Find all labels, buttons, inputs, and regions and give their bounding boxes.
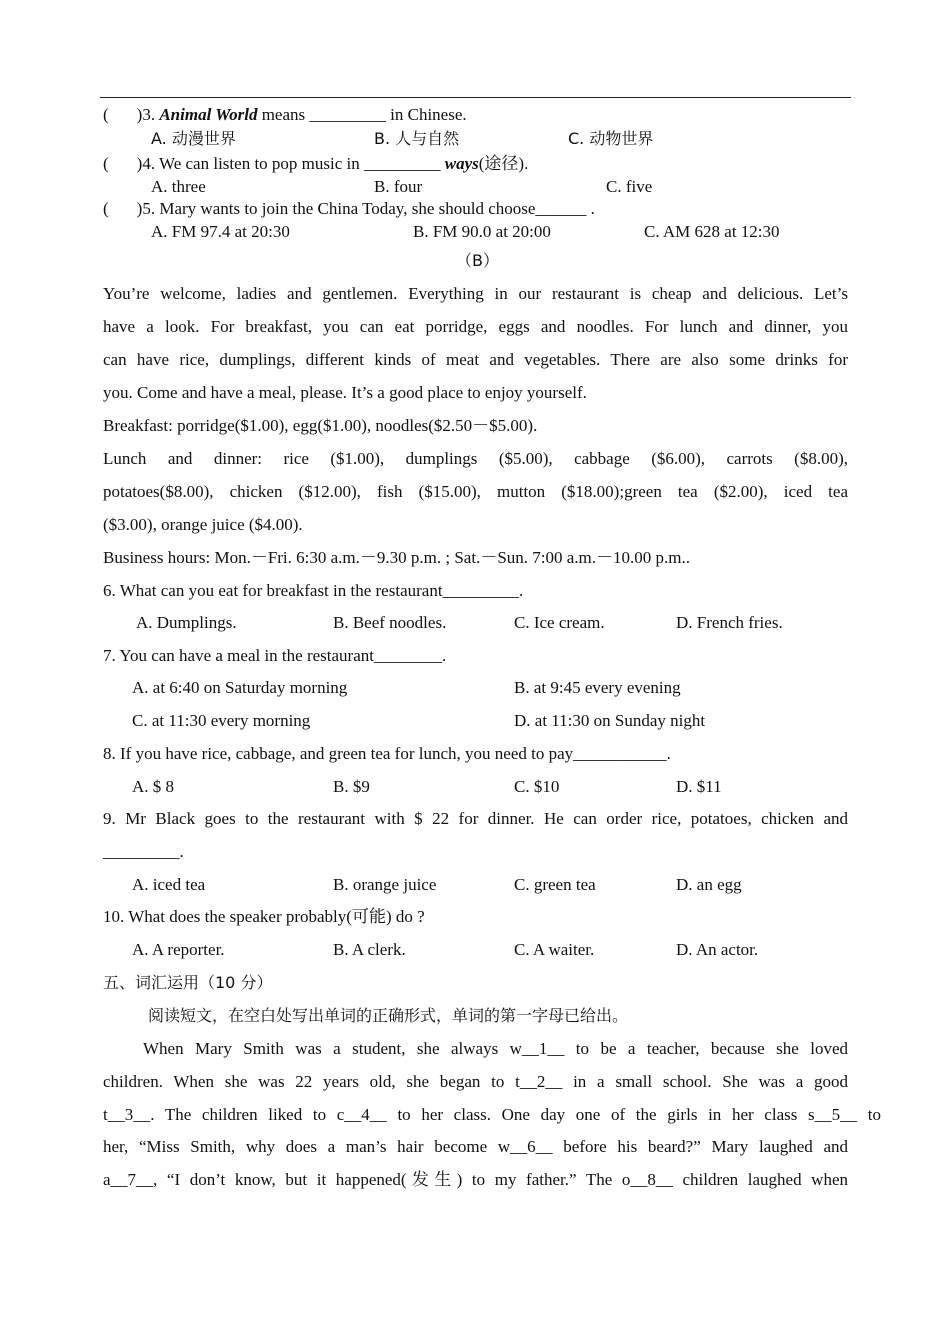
q3-rest: means _________ in Chinese. bbox=[257, 105, 467, 124]
q5-text: Mary wants to join the China Today, she should choose______ . bbox=[155, 199, 595, 218]
q5-bracket: ( bbox=[103, 199, 109, 218]
question-3 bbox=[103, 104, 467, 126]
question-4 bbox=[103, 153, 528, 175]
question-9-blank: _________. bbox=[103, 842, 184, 861]
breakfast-menu: Breakfast: porridge($1.00), egg($1.00), noodles($2.50－$5.00). bbox=[103, 416, 538, 435]
q4-italic: ways bbox=[444, 154, 479, 173]
cloze-line-2: children. When she was 22 years old, she began to t__2__ in a small school. She was a good bbox=[103, 1072, 848, 1091]
q9-option-d: D. an egg bbox=[676, 875, 742, 894]
q8-option-c: C. $10 bbox=[514, 777, 560, 796]
q8-option-d: D. $11 bbox=[676, 777, 722, 796]
q8-option-a: A. $ 8 bbox=[132, 777, 175, 796]
question-6-stem: 6. What can you eat for breakfast in the restaurant_________. bbox=[103, 581, 524, 600]
q6-option-d: D. French fries. bbox=[676, 613, 783, 632]
q4-option-b: B. four bbox=[374, 177, 423, 196]
cloze-line-5: a__7__, “I don’t know, but it happened(发生) to my father.” The o__8__ children laughed when bbox=[103, 1170, 848, 1189]
q10-option-a: A. A reporter. bbox=[132, 940, 225, 959]
q4-text2: (途径). bbox=[478, 154, 529, 173]
business-hours: Business hours: Mon.－Fri. 6:30 a.m.－9.30 p.m. ; Sat.－Sun. 7:00 a.m.－10.00 p.m.. bbox=[103, 548, 690, 567]
q8-option-b: B. $9 bbox=[333, 777, 370, 796]
passage-line-4: you. Come and have a meal, please. It’s a good place to enjoy yourself. bbox=[103, 383, 587, 402]
q10-option-b: B. A clerk. bbox=[333, 940, 406, 959]
q6-option-c: C. Ice cream. bbox=[514, 613, 605, 632]
q10-option-c: C. A waiter. bbox=[514, 940, 595, 959]
q3-option-a: A. 动漫世界 bbox=[151, 129, 236, 148]
q5-number: )5. bbox=[136, 199, 156, 218]
q4-bracket: ( bbox=[103, 154, 109, 173]
passage-line-1: You’re welcome, ladies and gentlemen. Everything in our restaurant is cheap and delicious. Let’s bbox=[103, 284, 848, 303]
question-9-stem: 9. Mr Black goes to the restaurant with $ 22 for dinner. He can order rice, potatoes, chicken and bbox=[103, 809, 848, 828]
cloze-line-4: her, “Miss Smith, why does a man’s hair become w__6__ before his beard?” Mary laughed and bbox=[103, 1137, 848, 1156]
q6-option-b: B. Beef noodles. bbox=[333, 613, 447, 632]
section-5-instruction: 阅读短文，在空白处写出单词的正确形式，单词的第一字母已给出。 bbox=[148, 1006, 629, 1025]
section-b-heading: （B） bbox=[456, 251, 499, 270]
q9-option-b: B. orange juice bbox=[333, 875, 437, 894]
section-5-title: 五、词汇运用（10 分） bbox=[103, 973, 273, 992]
q5-option-a: A. FM 97.4 at 20:30 bbox=[151, 222, 290, 241]
q7-option-c: C. at 11:30 every morning bbox=[132, 711, 311, 730]
q3-option-b: B. 人与自然 bbox=[374, 129, 460, 148]
q3-bracket: ( bbox=[103, 105, 109, 124]
q4-option-c: C. five bbox=[606, 177, 653, 196]
question-7-stem: 7. You can have a meal in the restaurant________. bbox=[103, 646, 447, 665]
lunch-menu-line-2: potatoes($8.00), chicken ($12.00), fish ($15.00), mutton ($18.00);green tea ($2.00), iced tea bbox=[103, 482, 848, 501]
lunch-menu-line-3: ($3.00), orange juice ($4.00). bbox=[103, 515, 303, 534]
q5-option-c: C. AM 628 at 12:30 bbox=[644, 222, 780, 241]
q4-text1: We can listen to pop music in _________ bbox=[155, 154, 445, 173]
q5-option-b: B. FM 90.0 at 20:00 bbox=[413, 222, 551, 241]
q3-number: )3. bbox=[136, 105, 156, 124]
q4-option-a: A. three bbox=[151, 177, 206, 196]
passage-line-2: have a look. For breakfast, you can eat porridge, eggs and noodles. For lunch and dinner, you bbox=[103, 317, 848, 336]
top-rule bbox=[100, 97, 851, 98]
q3-title: Animal World bbox=[159, 105, 258, 124]
q7-option-a: A. at 6:40 on Saturday morning bbox=[132, 678, 348, 697]
q4-number: )4. bbox=[136, 154, 156, 173]
q9-option-c: C. green tea bbox=[514, 875, 596, 894]
q9-option-a: A. iced tea bbox=[132, 875, 206, 894]
lunch-menu-line-1: Lunch and dinner: rice ($1.00), dumplings ($5.00), cabbage ($6.00), carrots ($8.00), bbox=[103, 449, 848, 468]
question-8-stem: 8. If you have rice, cabbage, and green tea for lunch, you need to pay___________. bbox=[103, 744, 671, 763]
q3-option-c: C. 动物世界 bbox=[568, 129, 654, 148]
question-10-stem: 10. What does the speaker probably(可能) do ? bbox=[103, 907, 425, 926]
passage-line-3: can have rice, dumplings, different kinds of meat and vegetables. There are also some drinks for bbox=[103, 350, 848, 369]
q6-option-a: A. Dumplings. bbox=[136, 613, 237, 632]
q7-option-d: D. at 11:30 on Sunday night bbox=[514, 711, 706, 730]
cloze-line-3: t__3__. The children liked to c__4__ to her class. One day one of the girls in her class s__5__ to bbox=[103, 1105, 881, 1124]
question-5 bbox=[103, 198, 595, 220]
q7-option-b: B. at 9:45 every evening bbox=[514, 678, 681, 697]
q10-option-d: D. An actor. bbox=[676, 940, 759, 959]
cloze-line-1: When Mary Smith was a student, she always w__1__ to be a teacher, because she loved bbox=[143, 1039, 848, 1058]
